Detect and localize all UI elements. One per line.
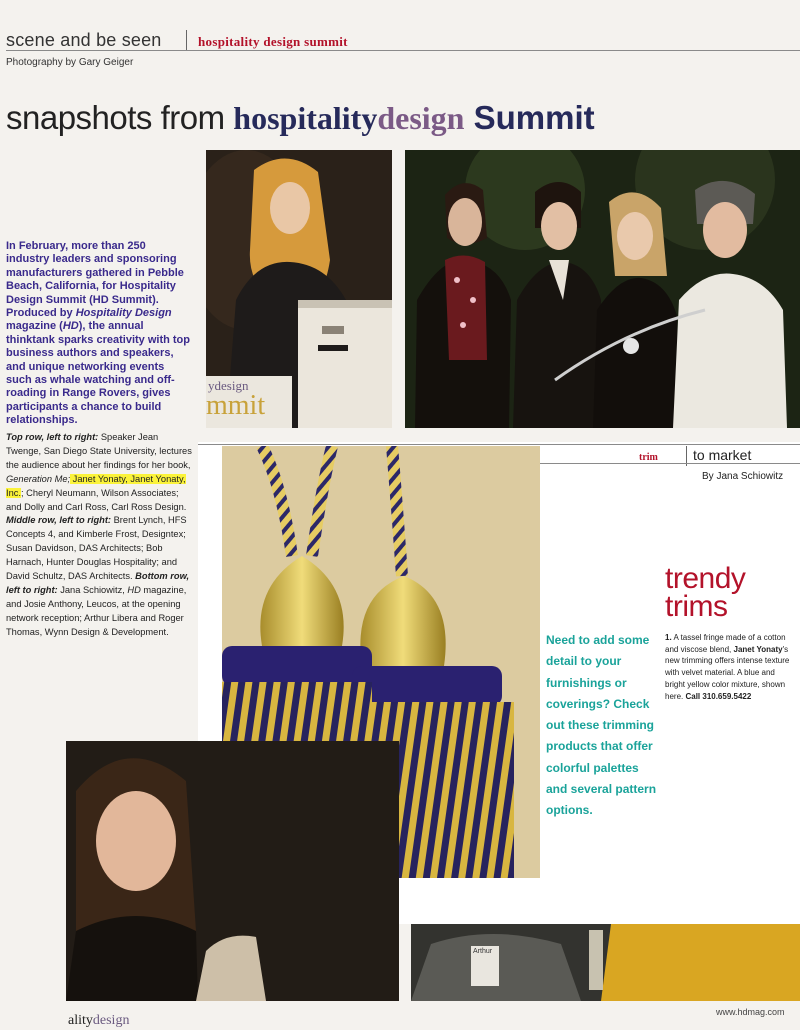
product-phone: Call 310.659.5422 [685, 691, 752, 701]
product-number: 1. [665, 633, 672, 642]
trim-section-title: to market [693, 447, 752, 463]
footer-logo-part-2: design [92, 1013, 130, 1028]
caption-middle-label: Middle row, left to right: [6, 515, 112, 526]
caption-highlight: Janet Yonaty, Janet Yonaty, Inc. [6, 473, 186, 498]
photo-captions [6, 431, 192, 640]
caption-bottom-label: Bottom row, left to right: [6, 571, 190, 595]
header-rule [6, 50, 800, 51]
byline: By Jana Schiowitz [702, 471, 784, 482]
intro-text-2: magazine ( [6, 320, 63, 333]
caption-top-label: Top row, left to right: [6, 432, 99, 442]
product-description [665, 632, 795, 702]
caption-bottom-abbrev: HD [127, 584, 141, 595]
caption-top-text-2: ; Cheryl Neumann, Wilson Associates; and Dolly and Carl Ross, Carl Ross Design. [6, 487, 187, 512]
summit-banner [206, 376, 292, 428]
header-divider [186, 30, 187, 50]
intro-abbrev: HD [62, 320, 79, 333]
footer-logo-part-1: ality [68, 1013, 93, 1028]
product-brand: Janet Yonaty [733, 644, 783, 654]
name-tag: Arthur [473, 948, 493, 955]
trim-rule-lower [540, 463, 800, 464]
page-title [6, 99, 595, 137]
trim-label: trim [639, 452, 658, 463]
title-part-2: hospitality [233, 100, 378, 136]
caption-book-title: Generation Me; [6, 473, 71, 484]
caption-middle-text: Brent Lynch, HFS Concepts 4, and Kimberle Frost, Designtex; Susan Davidson, DAS Architects; Bob Harnach, Hunter Douglas Hospitality; and David Schultz, DAS Architects. [6, 515, 187, 582]
trendy-trims-heading [665, 562, 795, 623]
caption-bottom-text-1: Jana Schiowitz, [57, 584, 128, 595]
intro-magazine: Hospitality Design [75, 307, 172, 320]
photo-bottom-right [411, 924, 800, 1001]
photo-speaker [206, 150, 392, 428]
intro-paragraph [6, 240, 192, 428]
photo-credit: Photography by Gary Geiger [6, 57, 134, 68]
footer-url: www.hdmag.com [716, 1007, 785, 1017]
section-title: scene and be seen [6, 30, 162, 50]
photo-bottom-left [66, 741, 399, 1001]
banner-line-2: mmit [206, 390, 266, 421]
event-title: hospitality design summit [198, 34, 348, 49]
heading-line-2: trims [665, 590, 728, 623]
caption-bottom-text-2: magazine, and Josie Anthony, Leucos, at the opening network reception; Arthur Libera and Roger Thomas, Wynn Design & Development. [6, 584, 187, 637]
banner-line-1: ydesign [208, 378, 249, 393]
title-part-1: snapshots from [6, 99, 234, 136]
product-text-1: A tassel fringe made of a cotton and viscose blend, [665, 633, 786, 654]
intro-text-3: ), the annual thinktank sparks creativity with top business authors and speakers, and unique networking events such as whale watching and off-roading in Range Rovers, gives participants a chance to build relationships. [6, 320, 190, 427]
title-part-4: Summit [464, 99, 595, 136]
trim-teaser: Need to add some detail to your furnishings or coverings? Check out these trimming products that offer colorful palettes and several pattern options. [546, 633, 657, 818]
intro-text-1: In February, more than 250 industry leaders and sponsoring manufacturers gathered in Pebble Beach, California, for Hospitality Design Summit (HD Summit). Produced by [6, 240, 184, 320]
product-text-2: 's new trimming offers intense texture with velvet material. A blue and bright yellow color mixture, shown here. [665, 644, 790, 701]
photo-group [405, 150, 800, 428]
trim-rule [198, 444, 800, 445]
footer-logo [68, 1013, 129, 1029]
title-part-3: design [377, 100, 465, 136]
heading-line-1: trendy [665, 562, 746, 595]
caption-top-text-1: Speaker Jean Twenge, San Diego State University, lectures the audience about her findings for her book, [6, 432, 192, 470]
